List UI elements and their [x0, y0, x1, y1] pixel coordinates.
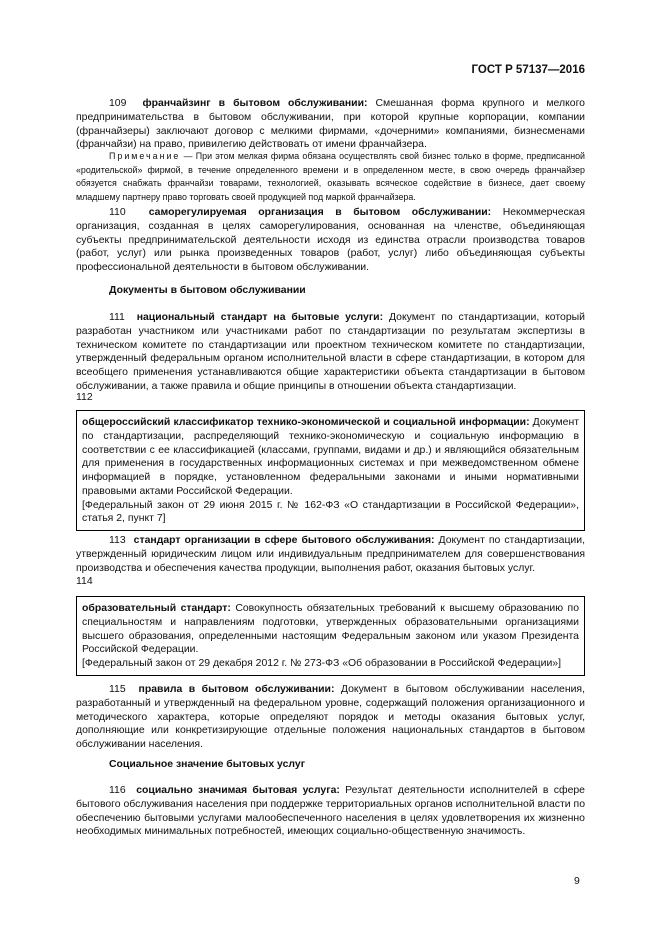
term-title: общероссийский классификатор технико-экономической и социальной информации: [82, 417, 530, 428]
term-116 [76, 784, 585, 839]
term-title: социально значимая бытовая услуга: [136, 785, 340, 796]
term-title: франчайзинг в бытовом обслуживании: [142, 98, 368, 109]
term-source: [Федеральный закон от 29 июня 2015 г. № 162-ФЗ «О стандартизации в Российской Федерации», статья 2, пункт 7] [82, 499, 579, 525]
term-definition: Документ по стандартизации, утвержденный юридическим лицом или индивидуальным предпринимателем для совершенствования производства и обеспечения качества продукции, выполнения работ, оказания бытовых услуг. [76, 535, 585, 574]
term-number: 115 [109, 684, 126, 695]
term-definition: Результат деятельности исполнителей в сфере бытового обслуживания населения при поддержке территориальных органов исполнительной власти по обеспечению бытовыми услугами малообеспеченного населения в целях удовлетворения их жизненно необходимых минимальных потребностей, имеющих социально-общественную значимость. [76, 785, 585, 838]
term-source: [Федеральный закон от 29 декабря 2012 г. № 273-ФЗ «Об образовании в Российской Федерации»] [82, 658, 561, 669]
note-label: Примечание [109, 151, 181, 161]
term-definition: Смешанная форма крупного и мелкого предпринимательства в бытовом обслуживании, при которой крупные корпорации, компании (франчайзеры) заключают договор с мелкими фирмами, «дочерними» компаниями, бизнесменами (франчайзи) на право, привилегию действовать от имени франчайзера. [76, 98, 585, 151]
term-title: правила в бытовом обслуживании: [138, 684, 335, 695]
term-114-box [76, 596, 585, 676]
section-heading-documents: Документы в бытовом обслуживании [109, 285, 306, 296]
term-title: образовательный стандарт: [82, 603, 231, 614]
section-heading-social: Социальное значение бытовых услуг [109, 759, 306, 770]
term-112-number: 112 [76, 392, 93, 403]
note-text: — При этом мелкая фирма обязана осуществлять свой бизнес только в форме, предписанной «родительской» фирмой, в течение определенного времени и в определенном месте, в свою очередь франчайзер обязуется снабжать франчайзи товарами, технологией, оказывать всяческое содействие в бизнесе, дает своему младшему партнеру право торговать своей продукцией под маркой франчайзера. [76, 151, 585, 202]
term-definition: Документ по стандартизации, который разработан участником или участниками работ по стандартизации по результатам экспертизы в техническом комитете по стандартизации или проектном техническом комитете по стандартизации, утвержденный федеральным органом исполнительной власти в сфере стандартизации, в котором для всеобщего применения устанавливаются общие характеристики объекта стандартизации в бытовом обслуживании, а также правила и общие принципы в отношении объекта стандартизации. [76, 312, 585, 392]
note-109 [76, 150, 585, 204]
term-number: 110 [109, 207, 126, 218]
term-definition: Совокупность обязательных требований к высшему образованию по специальностям и направлениям подготовки, утвержденных образовательными организациями высшего образования, определенными настоящим Федеральным законом или указом Президента Российской Федерации. [82, 603, 579, 656]
term-title: стандарт организации в сфере бытового обслуживания: [133, 535, 435, 546]
term-title: национальный стандарт на бытовые услуги: [136, 312, 384, 323]
term-110 [76, 206, 585, 275]
term-113 [76, 534, 585, 575]
term-number: 116 [109, 785, 126, 796]
document-header: ГОСТ Р 57137—2016 [471, 64, 585, 76]
term-112-box [76, 410, 585, 531]
term-115 [76, 683, 585, 752]
term-111 [76, 311, 585, 394]
term-definition: Документ по стандартизации, распределяющий технико-экономическую и социальную информацию в соответствии с ее классификацией (классами, группами, видами и др.) и являющийся обязательным для применения в государственных информационных системах и при межведомственном обмене информацией в порядке, установленном федеральными законами и иными нормативными правовыми актами Российской Федерации. [82, 417, 579, 497]
term-definition: Документ в бытовом обслуживании населения, разработанный и утвержденный на федеральном уровне, содержащий положения организационного и методического характера, которые определяют порядок и методы оказания бытовых услуг, дополняющие или конкретизирующие отдельные положения национальных стандартов в бытовом обслуживании населения. [76, 684, 585, 750]
term-number: 113 [109, 535, 126, 546]
term-number: 109 [109, 98, 127, 109]
term-109 [76, 97, 585, 152]
term-title: саморегулируемая организация в бытовом обслуживании: [148, 207, 492, 218]
term-definition: Некоммерческая организация, созданная в целях саморегулирования, основанная на членстве, объединяющая субъекты предпринимательской деятельности исходя из единства отрасли производства товаров (работ, услуг) или рынка произведенных товаров (работ, услуг) либо объединяющая субъекты профессиональной деятельности в бытовом обслуживании. [76, 207, 585, 273]
page-number: 9 [574, 876, 580, 887]
term-114-number: 114 [76, 576, 93, 587]
term-number: 111 [109, 312, 125, 323]
